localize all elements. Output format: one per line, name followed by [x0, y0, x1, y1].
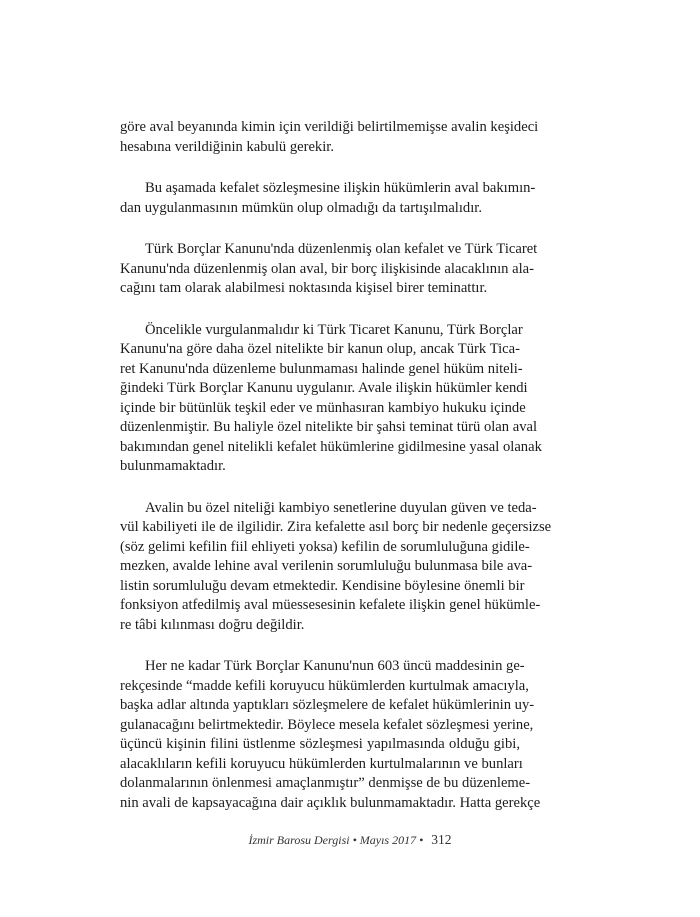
paragraph-4 [120, 321, 542, 477]
text-line: vül kabiliyeti ile de ilgilidir. Zira kefalette asıl borç bir nedenle geçersizse [120, 519, 552, 535]
text-line: bakımından genel nitelikli kefalet hükümlerine gidilmesine yasal olanak [120, 438, 542, 455]
text-line: Öncelikle vurgulanmalıdır ki Türk Ticaret Kanunu, Türk Borçlar [145, 321, 523, 338]
page-number: 312 [431, 832, 452, 847]
text-line: üçüncü kişinin filini üstlenme sözleşmesi yapılmasında olduğu gibi, [120, 736, 520, 752]
paragraph-3 [120, 240, 538, 299]
paragraph-2 [120, 179, 536, 218]
page-body [120, 118, 552, 835]
text-line: rekçesinde “madde kefili koruyucu hükümlerden kurtulmak amacıyla, [120, 677, 529, 694]
text-line: dolanmalarının önlenmesi amaçlanmıştır” denmişse de bu düzenleme- [120, 775, 531, 791]
text-line: (söz gelimi kefilin fiil ehliyeti yoksa) kefilin de sorumluluğuna gidile- [120, 538, 530, 555]
text-line: Her ne kadar Türk Borçlar Kanunu'nun 603 üncü maddesinin ge- [145, 658, 525, 674]
text-line: ğindeki Türk Borçlar Kanunu uygulanır. Avale ilişkin hükümler kendi [120, 380, 528, 396]
text-line: düzenlenmiştir. Bu haliyle özel nitelikte bir şahsi teminat türü olan aval [120, 419, 538, 435]
text-line: hesabına verildiğinin kabulü gerekir. [120, 138, 334, 155]
text-line: gulanacağını belirtmektedir. Böylece mesela kefalet sözleşmesi yerine, [120, 716, 534, 733]
text-line: göre aval beyanında kimin için verildiği belirtilmemişse avalin keşideci [120, 119, 539, 135]
text-line: alacaklıların kefili koruyucu hükümlerden kurtulmalarının ve bunları [120, 755, 523, 772]
text-line: Bu aşamada kefalet sözleşmesine ilişkin hükümlerin aval bakımın- [145, 180, 536, 196]
text-line: mezken, avalde lehine aval verilenin sorumluluğu bulunmasa bile ava- [120, 558, 533, 574]
text-line: dan uygulanmasının mümkün olup olmadığı da tartışılmalıdır. [120, 199, 482, 216]
text-line: fonksiyon atfedilmiş aval müessesesinin kefalete ilişkin genel hükümle- [120, 597, 541, 613]
text-line: Türk Borçlar Kanunu'nda düzenlenmiş olan kefalet ve Türk Ticaret [145, 241, 538, 257]
text-line: ret Kanunu'nda düzenleme bulunmaması halinde genel hüküm niteli- [120, 360, 523, 377]
text-line: Kanunu'na göre daha özel nitelikte bir kanun olup, ancak Türk Tica- [120, 341, 520, 357]
text-line: içinde bir bütünlük teşkil eder ve münhasıran kambiyo hukuku içinde [120, 399, 526, 416]
paragraph-1 [120, 118, 539, 157]
paragraph-6 [120, 657, 541, 813]
text-line: Kanunu'nda düzenlenmiş olan aval, bir borç ilişkisinde alacaklının ala- [120, 260, 534, 277]
text-line: listin sorumluluğu devam etmektedir. Kendisine böylesine önemli bir [120, 577, 525, 594]
text-line: başka adlar altında yaptıkları sözleşmelere de kefalet hükümlerinin uy- [120, 697, 535, 713]
text-line: nin avali de kapsayacağına dair açıklık bulunmamaktadır. Hatta gerekçe [120, 794, 541, 811]
text-line: cağını tam olarak alabilmesi noktasında kişisel birer teminattır. [120, 280, 488, 296]
paragraph-5 [120, 499, 552, 636]
page-footer [0, 832, 700, 848]
text-line: re tâbi kılınması doğru değildir. [120, 616, 305, 633]
journal-name: İzmir Barosu Dergisi • Mayıs 2017 • [248, 833, 424, 847]
text-line: bulunmamaktadır. [120, 458, 226, 474]
text-line: Avalin bu özel niteliği kambiyo senetlerine duyulan güven ve teda- [145, 499, 537, 516]
